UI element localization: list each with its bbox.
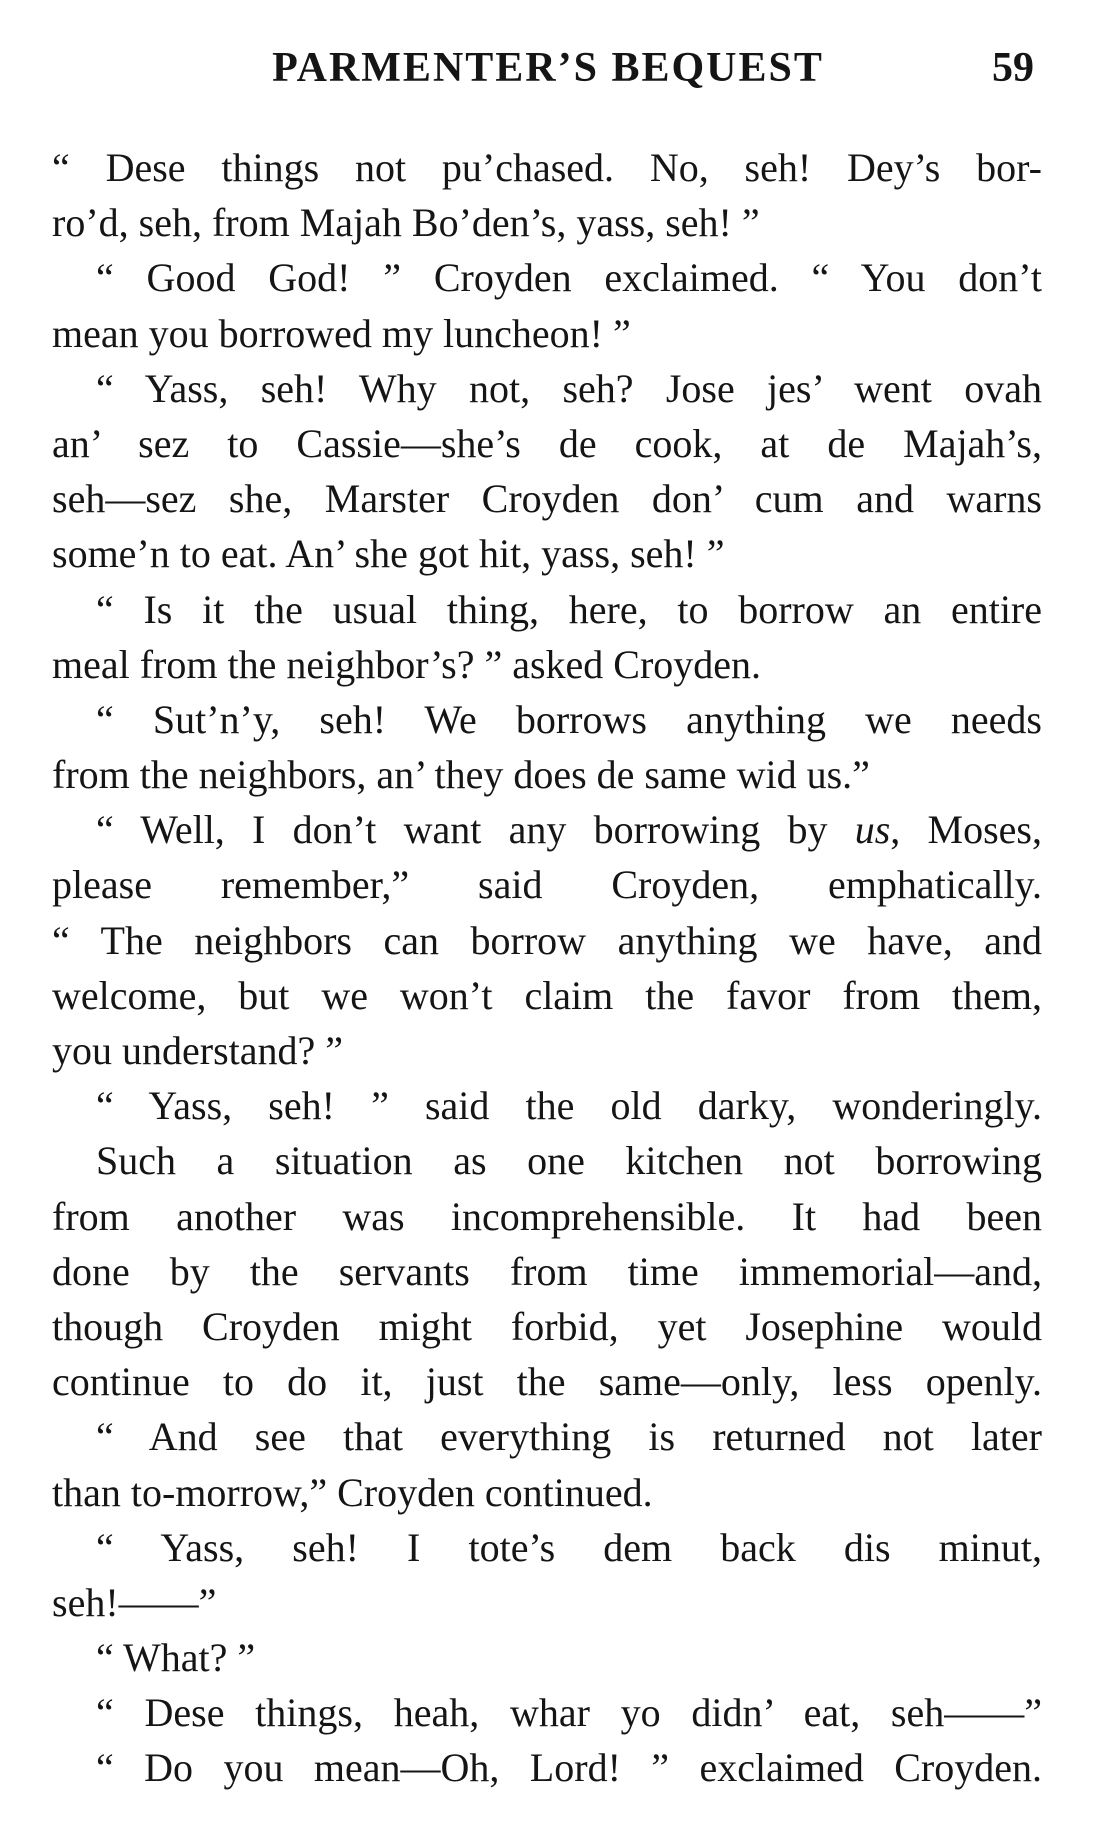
text-line: please remember,” said Croyden, emphatically. (52, 862, 1042, 908)
text-line: “ What? ” (96, 1635, 256, 1681)
text-line: “ The neighbors can borrow anything we have, and (52, 917, 1042, 963)
running-title: PARMENTER’S BEQUEST (272, 45, 824, 91)
text-line: “ Well, I don’t want any borrowing by us, Moses, (96, 807, 1042, 853)
text-line: some’n to eat. An’ she got hit, yass, seh! ” (52, 531, 725, 577)
text-line: though Croyden might forbid, yet Josephine would (52, 1303, 1042, 1349)
text-line: “ And see that everything is returned not later (96, 1414, 1042, 1460)
text-line: you understand? ” (52, 1028, 344, 1073)
text-line: Such a situation as one kitchen not borrowing (96, 1138, 1042, 1184)
text-line: ro’d, seh, from Majah Bo’den’s, yass, seh! ” (52, 200, 760, 246)
text-line: “ Dese things, heah, whar yo didn’ eat, seh——” (96, 1690, 1042, 1736)
text-line: from another was incomprehensible. It had been (52, 1193, 1042, 1239)
text-line: seh!——” (52, 1579, 217, 1625)
text-line: “ Is it the usual thing, here, to borrow an entire (96, 586, 1042, 632)
text-line: “ Good God! ” Croyden exclaimed. “ You don’t (96, 255, 1042, 301)
text-line: continue to do it, just the same—only, less openly. (52, 1359, 1042, 1405)
text-line: mean you borrowed my luncheon! ” (52, 310, 631, 356)
emphasis: us (854, 807, 891, 853)
running-head (50, 44, 1046, 92)
text-line: meal from the neighbor’s? ” asked Croyden. (52, 641, 762, 687)
text-line: “ Dese things not pu’chased. No, seh! Dey’s bor- (52, 145, 1042, 190)
text-line: “ Do you mean—Oh, Lord! ” exclaimed Croyden. (96, 1745, 1042, 1791)
body-text (52, 140, 1042, 1796)
text-line: seh—sez she, Marster Croyden don’ cum and warns (52, 476, 1042, 522)
text-line: “ Sut’n’y, seh! We borrows anything we needs (96, 696, 1042, 742)
text-line: “ Yass, seh! ” said the old darky, wonderingly. (96, 1083, 1042, 1129)
text-line: from the neighbors, an’ they does de same wid us.” (52, 752, 870, 798)
text-line: “ Yass, seh! I tote’s dem back dis minut, (96, 1524, 1042, 1570)
text-line: “ Yass, seh! Why not, seh? Jose jes’ went ovah (96, 365, 1042, 411)
text-line: welcome, but we won’t claim the favor from them, (52, 972, 1042, 1018)
text-line: done by the servants from time immemorial—and, (52, 1248, 1042, 1294)
page-number: 59 (992, 45, 1034, 91)
text-line: than to-morrow,” Croyden continued. (52, 1469, 653, 1515)
text-line: an’ sez to Cassie—she’s de cook, at de Majah’s, (52, 420, 1042, 466)
